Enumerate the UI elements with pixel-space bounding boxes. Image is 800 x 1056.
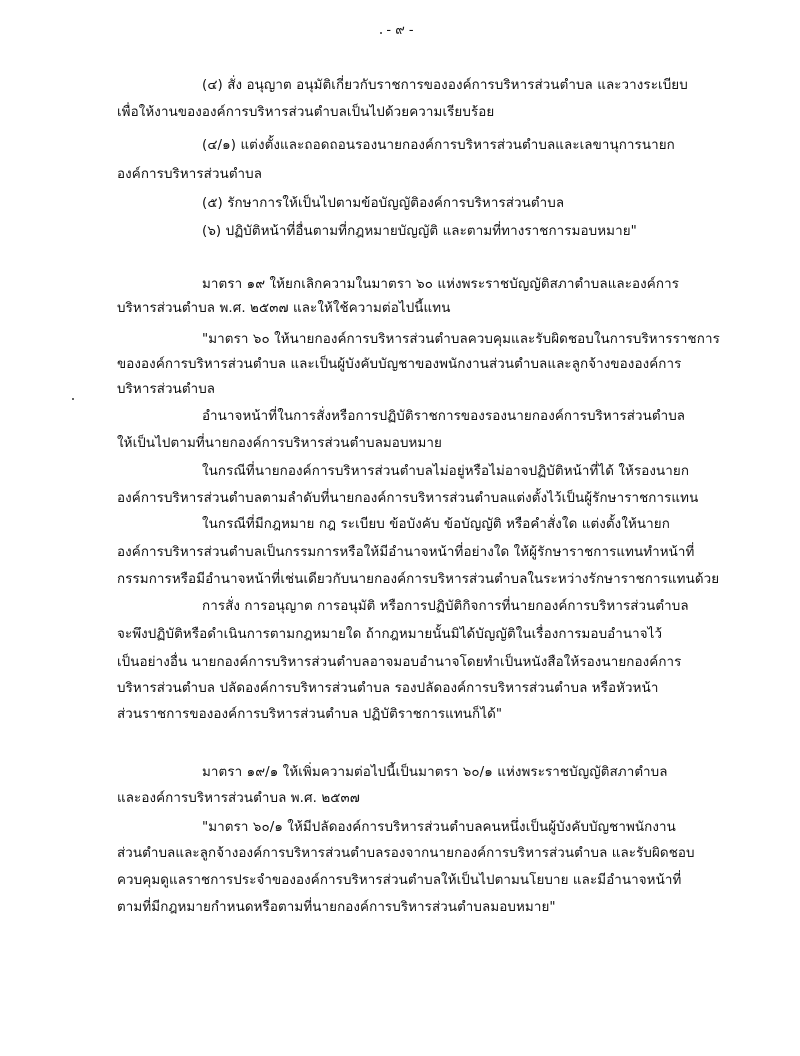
text-line: (๔) สั่ง อนุญาต อนุมัติเกี่ยวกับราชการขององค์การบริหารส่วนตำบล และวางระเบียบ <box>202 78 688 93</box>
text-line: จะพึงปฏิบัติหรือดำเนินการตามกฎหมายใด ถ้ากฎหมายนั้นมิได้บัญญัติในเรื่องการมอบอำนาจไว้ <box>117 627 663 642</box>
text-line: องค์การบริหารส่วนตำบลตามลำดับที่นายกองค์การบริหารส่วนตำบลแต่งตั้งไว้เป็นผู้รักษาราชการแทน <box>117 491 699 506</box>
text-line: ตามที่มีกฎหมายกำหนดหรือตามที่นายกองค์การบริหารส่วนตำบลมอบหมาย" <box>117 900 556 915</box>
text-line: ให้เป็นไปตามที่นายกองค์การบริหารส่วนตำบลมอบหมาย <box>117 436 442 451</box>
text-line: มาตรา ๑๙/๑ ให้เพิ่มความต่อไปนี้เป็นมาตรา ๖๐/๑ แห่งพระราชบัญญัติสภาตำบล <box>202 765 668 780</box>
text-line: ขององค์การบริหารส่วนตำบล และเป็นผู้บังคับบัญชาของพนักงานส่วนตำบลและลูกจ้างขององค์การ <box>117 357 682 372</box>
scan-speck <box>380 32 382 34</box>
text-line: องค์การบริหารส่วนตำบล <box>117 167 263 182</box>
text-line: มาตรา ๑๙ ให้ยกเลิกความในมาตรา ๖๐ แห่งพระราชบัญญัติสภาตำบลและองค์การ <box>202 277 679 292</box>
scan-speck <box>72 398 74 400</box>
text-line: ควบคุมดูแลราชการประจำขององค์การบริหารส่วนตำบลให้เป็นไปตามนโยบาย และมีอำนาจหน้าที่ <box>117 873 682 888</box>
text-line: ในกรณีที่มีกฎหมาย กฎ ระเบียบ ข้อบังคับ ข้อบัญญัติ หรือคำสั่งใด แต่งตั้งให้นายก <box>202 517 670 532</box>
text-line: ส่วนตำบลและลูกจ้างองค์การบริหารส่วนตำบลรองจากนายกองค์การบริหารส่วนตำบล และรับผิดชอบ <box>117 846 695 861</box>
text-line: กรรมการหรือมีอำนาจหน้าที่เช่นเดียวกับนายกองค์การบริหารส่วนตำบลในระหว่างรักษาราชการแทนด้วย <box>117 572 720 587</box>
text-line: (๔/๑) แต่งตั้งและถอดถอนรองนายกองค์การบริหารส่วนตำบลและเลขานุการนายก <box>202 138 675 153</box>
text-line: "มาตรา ๖๐ ให้นายกองค์การบริหารส่วนตำบลควบคุมและรับผิดชอบในการบริหารราชการ <box>202 332 720 347</box>
text-line: องค์การบริหารส่วนตำบลเป็นกรรมการหรือให้มีอำนาจหน้าที่อย่างใด ให้ผู้รักษาราชการแทนทำหน้าที่ <box>117 545 695 560</box>
page-number: - ๙ - <box>386 23 414 38</box>
text-line: บริหารส่วนตำบล <box>117 382 216 397</box>
text-line: การสั่ง การอนุญาต การอนุมัติ หรือการปฏิบัติกิจการที่นายกองค์การบริหารส่วนตำบล <box>202 599 689 614</box>
text-line: อำนาจหน้าที่ในการสั่งหรือการปฏิบัติราชการของรองนายกองค์การบริหารส่วนตำบล <box>202 409 686 424</box>
text-line: (๖) ปฏิบัติหน้าที่อื่นตามที่กฎหมายบัญญัติ และตามที่ทางราชการมอบหมาย" <box>202 224 637 239</box>
text-line: (๕) รักษาการให้เป็นไปตามข้อบัญญัติองค์การบริหารส่วนตำบล <box>202 196 565 211</box>
text-line: เป็นอย่างอื่น นายกองค์การบริหารส่วนตำบลอาจมอบอำนาจโดยทำเป็นหนังสือให้รองนายกองค์การ <box>117 655 682 670</box>
text-line: ในกรณีที่นายกองค์การบริหารส่วนตำบลไม่อยู่หรือไม่อาจปฏิบัติหน้าที่ได้ ให้รองนายก <box>202 464 690 479</box>
text-line: บริหารส่วนตำบล ปลัดองค์การบริหารส่วนตำบล รองปลัดองค์การบริหารส่วนตำบล หรือหัวหน้า <box>117 681 659 696</box>
text-line: เพื่อให้งานขององค์การบริหารส่วนตำบลเป็นไปด้วยความเรียบร้อย <box>117 105 495 120</box>
text-line: บริหารส่วนตำบล พ.ศ. ๒๕๓๗ และให้ใช้ความต่อไปนี้แทน <box>117 301 451 316</box>
text-line: และองค์การบริหารส่วนตำบล พ.ศ. ๒๕๓๗ <box>117 791 360 806</box>
text-line: "มาตรา ๖๐/๑ ให้มีปลัดองค์การบริหารส่วนตำบลคนหนึ่งเป็นผู้บังคับบัญชาพนักงาน <box>202 820 676 835</box>
text-line: ส่วนราชการขององค์การบริหารส่วนตำบล ปฏิบัติราชการแทนก็ได้" <box>117 707 503 722</box>
